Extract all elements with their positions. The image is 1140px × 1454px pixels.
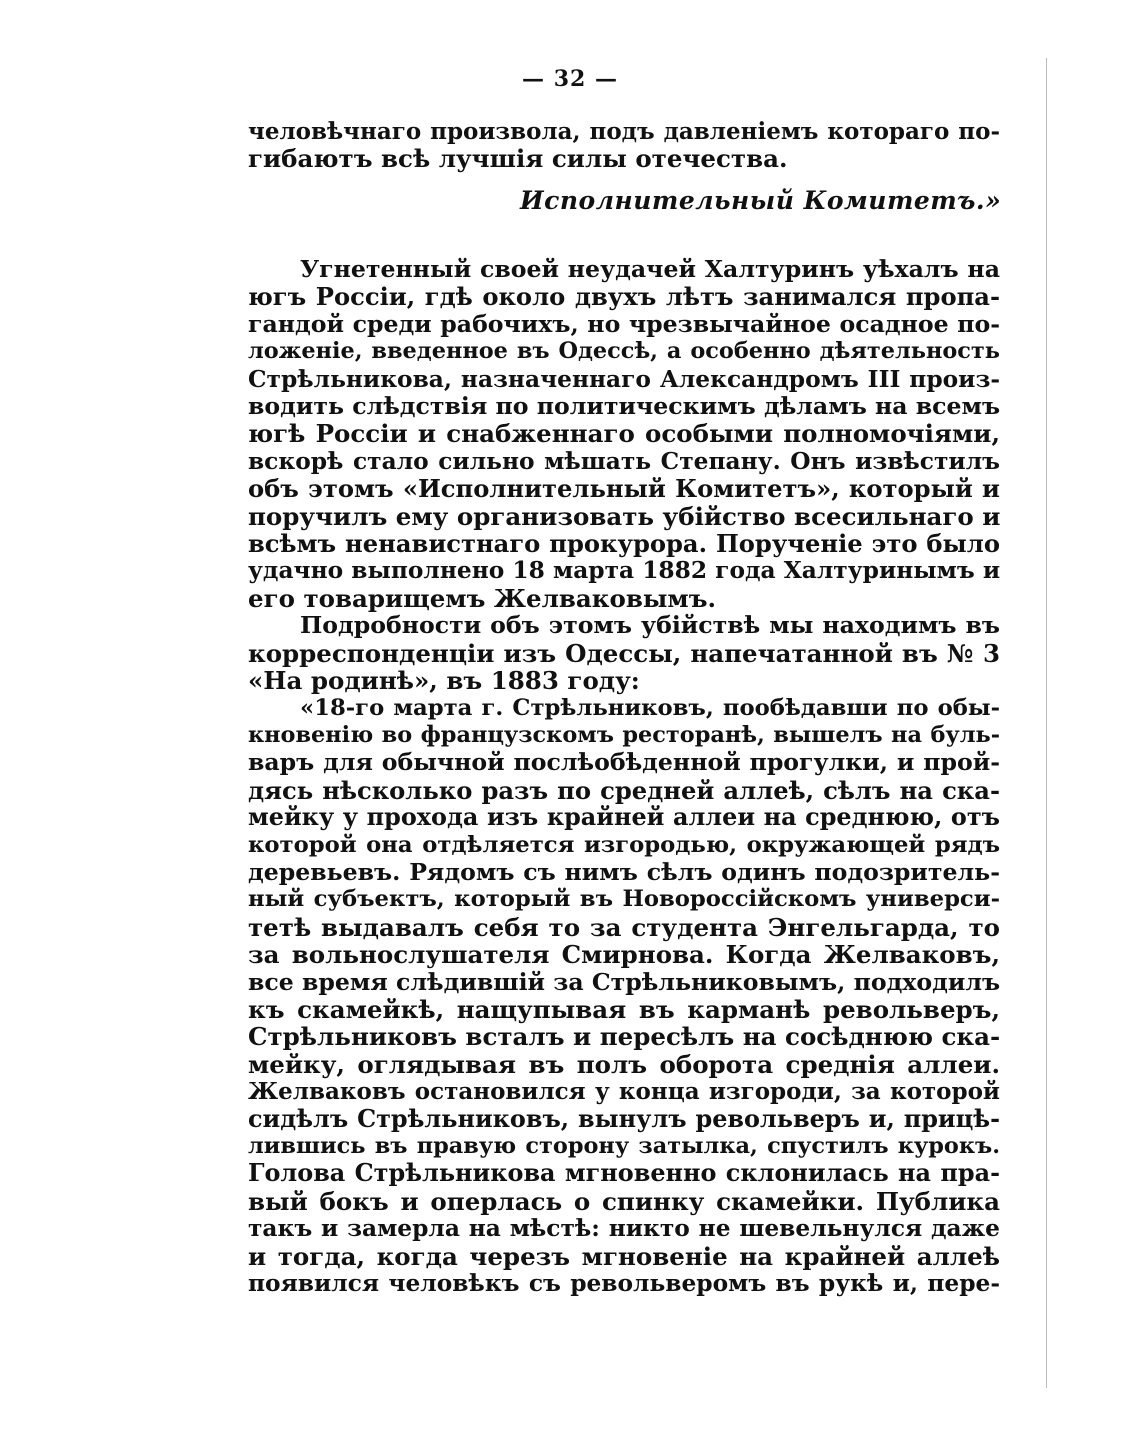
text-line: всѣмъ ненавистнаго прокурора. Порученіе это было	[248, 529, 1000, 559]
text-line: къ скамейкѣ, нащупывая въ карманѣ револьверъ,	[248, 994, 1000, 1024]
text-line: его товарищемъ Желваковымъ.	[248, 583, 717, 613]
text-line: появился человѣкъ съ револьверомъ въ рукѣ и, пере-	[248, 1270, 1000, 1298]
text-line: Голова Стрѣльникова мгновенно склонилась на пра-	[248, 1159, 1000, 1188]
signature: Исполнительный Комитетъ.»	[520, 186, 1002, 215]
text-line: Желваковъ остановился у конца изгороди, за которой	[248, 1078, 1000, 1106]
text-line: ложеніе, введенное въ Одессѣ, а особенно дѣятельность	[248, 338, 1000, 365]
text-line: тетѣ выдавалъ себя то за студента Энгельгарда, то	[248, 912, 1000, 942]
text-line: вый бокъ и оперлась о спинку скамейки. Публика	[248, 1186, 1000, 1216]
text-line: Угнетенный своей неудачей Халтуринъ уѣхалъ на	[300, 255, 1000, 283]
text-line: деревьевъ. Рядомъ съ нимъ сѣлъ одинъ подозритель-	[248, 857, 1000, 886]
text-line: такъ и замерла на мѣстѣ: никто не шевельнулся даже	[248, 1215, 1000, 1243]
page-edge-line	[1046, 58, 1047, 1388]
text-line: гибаютъ всѣ лучшія силы отечества.	[248, 144, 788, 174]
text-line: корреспонденціи изъ Одессы, напечатанной въ № 3	[248, 638, 1000, 668]
text-line: сидѣлъ Стрѣльниковъ, вынулъ револьверъ и, прицѣ-	[248, 1104, 1000, 1133]
text-line: за вольнослушателя Смирнова. Когда Желваковъ,	[248, 940, 1000, 970]
text-line: лившись въ правую сторону затылка, спустилъ курокъ.	[248, 1133, 1000, 1159]
text-line: «18-го марта г. Стрѣльниковъ, пообѣдавши по обы-	[300, 694, 1000, 721]
text-line: ный субъектъ, который въ Новороссійскомъ универси-	[248, 886, 1000, 913]
text-line: гандой среди рабочихъ, но чрезвычайное осадное по-	[248, 309, 1000, 338]
text-line: кновенію во французскомъ ресторанѣ, вышелъ на буль-	[248, 721, 1000, 748]
text-line: варъ для обычной послѣобѣденной прогулки, и прой-	[248, 748, 1000, 777]
main-text	[248, 256, 1000, 1297]
text-line: югѣ Россіи и снабженнаго особыми полномочіями,	[248, 419, 1000, 449]
text-line: водить слѣдствія по политическимъ дѣламъ на всемъ	[248, 392, 1001, 421]
opening-paragraph	[248, 118, 1000, 173]
text-line: дясь нѣсколько разъ по средней аллеѣ, сѣлъ на ска-	[248, 775, 1000, 805]
text-line: мейку, оглядывая въ полъ оборота среднія аллеи.	[248, 1049, 1000, 1079]
text-line: «На родинѣ», въ 1883 году:	[248, 666, 640, 696]
text-line: объ этомъ «Исполнительный Комитетъ», который и	[248, 474, 1000, 504]
text-line: все время слѣдившій за Стрѣльниковымъ, подходилъ	[248, 967, 1001, 996]
text-line: мейку у прохода изъ крайней аллеи на среднюю, отъ	[248, 803, 1000, 832]
text-line: Стрѣльниковъ всталъ и пересѣлъ на сосѣднюю ска-	[248, 1022, 1001, 1052]
text-line: удачно выполнено 18 марта 1882 года Халтуринымъ и	[248, 557, 1001, 585]
text-line: Подробности объ этомъ убійствѣ мы находимъ въ	[300, 611, 1000, 640]
text-line: которой она отдѣляется изгородью, окружающей рядъ	[248, 831, 1000, 858]
text-line: человѣчнаго произвола, подъ давленіемъ котораго по-	[248, 118, 1000, 145]
text-line: вскорѣ стало сильно мѣшать Степану. Онъ извѣстилъ	[248, 447, 1000, 475]
text-line: Стрѣльникова, назначеннаго Александромъ III произ-	[248, 365, 1000, 393]
page-number: — 32 —	[522, 66, 618, 92]
text-line: и тогда, когда черезъ мгновеніе на крайней аллеѣ	[248, 1241, 1000, 1271]
text-line: поручилъ ему организовать убійство всесильнаго и	[248, 501, 1001, 531]
text-line: югъ Россіи, гдѣ около двухъ лѣтъ занимался пропа-	[248, 282, 1000, 312]
